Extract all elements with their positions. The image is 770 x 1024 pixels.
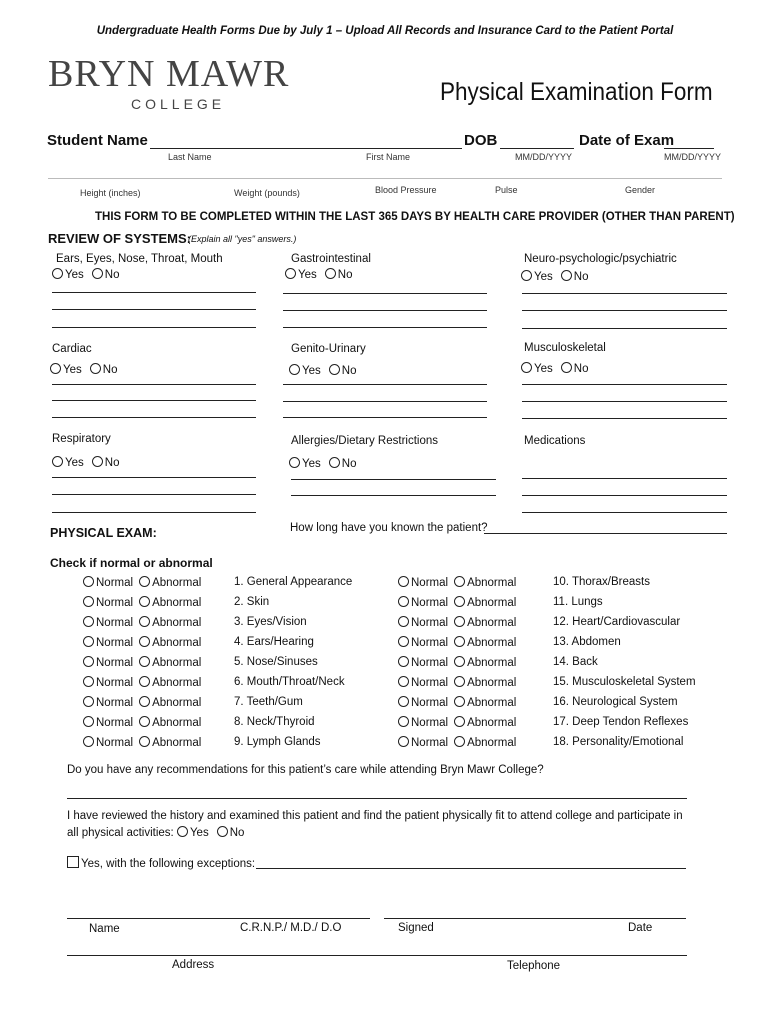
fit-no-radio[interactable]: [217, 826, 228, 837]
system-yes-radio[interactable]: [289, 457, 300, 468]
system-yes-radio[interactable]: [52, 268, 63, 279]
exam-item-label: 16. Neurological System: [553, 696, 678, 708]
yes-label: Yes: [302, 458, 321, 470]
explain-line[interactable]: [291, 495, 496, 496]
exam-format-caption: MM/DD/YYYY: [664, 152, 722, 162]
explain-line[interactable]: [291, 479, 496, 480]
abnormal-radio[interactable]: [454, 596, 465, 607]
system-yes-radio[interactable]: [285, 268, 296, 279]
fit-yes-radio[interactable]: [177, 826, 188, 837]
system-label: Neuro-psychologic/psychiatric: [524, 253, 677, 265]
deadline-banner: Undergraduate Health Forms Due by July 1 – Upload All Records and Insurance Card to the Patient Portal: [96, 25, 674, 37]
explain-line[interactable]: [522, 401, 727, 402]
abnormal-label: Abnormal: [152, 737, 202, 749]
exam-item-label: 12. Heart/Cardiovascular: [553, 616, 681, 628]
telephone-caption: Telephone: [507, 960, 561, 972]
exam-item-label: 2. Skin: [234, 596, 270, 608]
abnormal-radio[interactable]: [454, 576, 465, 587]
abnormal-radio[interactable]: [139, 736, 150, 747]
signed-date-field[interactable]: [384, 918, 686, 919]
weight-label: Weight (pounds): [234, 188, 300, 198]
vitals-top-rule: [48, 178, 722, 179]
normal-label: Normal: [411, 597, 449, 609]
explain-line[interactable]: [522, 384, 727, 385]
yes-label: Yes: [298, 269, 317, 281]
explain-line[interactable]: [52, 494, 256, 495]
medications-line[interactable]: [522, 495, 727, 496]
dob-label: DOB: [464, 132, 498, 149]
normal-label: Normal: [96, 737, 134, 749]
exam-item-label: 9. Lymph Glands: [234, 736, 321, 748]
explain-line[interactable]: [283, 384, 487, 385]
abnormal-label: Abnormal: [152, 717, 202, 729]
explain-line[interactable]: [52, 292, 256, 293]
reviewed-statement-end: all physical activities:: [67, 827, 174, 839]
explain-line[interactable]: [283, 293, 487, 294]
physical-exam-title: PHYSICAL EXAM:: [50, 526, 157, 540]
system-yes-radio[interactable]: [50, 363, 61, 374]
medications-line[interactable]: [522, 478, 727, 479]
abnormal-radio[interactable]: [139, 616, 150, 627]
abnormal-label: Abnormal: [467, 637, 517, 649]
normal-label: Normal: [96, 577, 134, 589]
exam-item-label: 4. Ears/Hearing: [234, 636, 314, 648]
exam-item-label: 14. Back: [553, 656, 598, 668]
normal-label: Normal: [411, 577, 449, 589]
exam-item-label: 5. Nose/Sinuses: [234, 656, 318, 668]
normal-radio[interactable]: [398, 736, 409, 747]
normal-label: Normal: [96, 677, 134, 689]
abnormal-radio[interactable]: [454, 696, 465, 707]
system-yes-radio[interactable]: [52, 456, 63, 467]
exam-item-label: 15. Musculoskeletal System: [553, 676, 696, 688]
pulse-label: Pulse: [495, 185, 518, 195]
normal-radio[interactable]: [398, 596, 409, 607]
normal-radio[interactable]: [398, 676, 409, 687]
normal-label: Normal: [411, 677, 449, 689]
abnormal-label: Abnormal: [467, 617, 517, 629]
normal-radio[interactable]: [398, 636, 409, 647]
recommend-question: Do you have any recommendations for this patient’s care while attending Bryn Mawr College?: [67, 764, 544, 776]
system-label: Ears, Eyes, Nose, Throat, Mouth: [56, 253, 223, 265]
form-title: Physical Examination Form: [440, 78, 713, 106]
signed-caption: Signed: [398, 922, 434, 934]
no-label: No: [573, 271, 589, 283]
exceptions-checkbox[interactable]: [67, 856, 79, 868]
no-label: No: [104, 457, 120, 469]
abnormal-radio[interactable]: [139, 576, 150, 587]
gender-label: Gender: [625, 185, 656, 195]
normal-radio[interactable]: [398, 616, 409, 627]
system-no-radio[interactable]: [92, 268, 103, 279]
normal-radio[interactable]: [83, 716, 94, 727]
abnormal-label: Abnormal: [467, 577, 517, 589]
normal-radio[interactable]: [83, 696, 94, 707]
system-label: Gastrointestinal: [291, 253, 371, 265]
normal-radio[interactable]: [398, 716, 409, 727]
normal-radio[interactable]: [83, 636, 94, 647]
explain-line[interactable]: [283, 310, 487, 311]
abnormal-radio[interactable]: [454, 676, 465, 687]
recommend-line[interactable]: [67, 798, 687, 799]
college-logo-sub: COLLEGE: [131, 96, 226, 112]
normal-radio[interactable]: [398, 576, 409, 587]
abnormal-label: Abnormal: [467, 737, 517, 749]
abnormal-label: Abnormal: [467, 697, 517, 709]
normal-label: Normal: [96, 657, 134, 669]
normal-label: Normal: [411, 637, 449, 649]
abnormal-radio[interactable]: [454, 616, 465, 627]
review-note: (Explain all "yes" answers.): [188, 234, 297, 244]
yes-label: Yes: [65, 269, 84, 281]
system-label: Musculoskeletal: [524, 342, 606, 354]
address-telephone-field[interactable]: [67, 955, 687, 956]
system-label: Genito-Urinary: [291, 343, 366, 355]
normal-label: Normal: [96, 637, 134, 649]
name-caption: Name: [89, 923, 120, 935]
college-logo-name: BRYN MAWR: [48, 53, 290, 95]
exam-item-label: 3. Eyes/Vision: [234, 616, 307, 628]
system-no-radio[interactable]: [92, 456, 103, 467]
no-label: No: [229, 827, 245, 839]
dob-field[interactable]: [500, 148, 574, 149]
reviewed-statement: I have reviewed the history and examined this patient and find the patient physically fit to attend college and participate in: [67, 810, 683, 822]
credentials-caption: C.R.N.P./ M.D./ D.O: [240, 922, 342, 934]
system-no-radio[interactable]: [90, 363, 101, 374]
abnormal-radio[interactable]: [454, 636, 465, 647]
exam-item-label: 7. Teeth/Gum: [234, 696, 303, 708]
explain-line[interactable]: [52, 512, 256, 513]
exam-item-label: 8. Neck/Thyroid: [234, 716, 315, 728]
system-no-radio[interactable]: [561, 362, 572, 373]
explain-line[interactable]: [52, 477, 256, 478]
yes-label: Yes: [302, 365, 321, 377]
exam-item-label: 13. Abdomen: [553, 636, 621, 648]
no-label: No: [341, 458, 357, 470]
date-caption: Date: [628, 922, 653, 934]
yes-label: Yes: [534, 271, 553, 283]
explain-line[interactable]: [283, 417, 487, 418]
yes-label: Yes: [63, 364, 82, 376]
exam-item-label: 6. Mouth/Throat/Neck: [234, 676, 345, 688]
system-no-radio[interactable]: [325, 268, 336, 279]
known-patient-question: How long have you known the patient?: [290, 522, 488, 534]
review-title: REVIEW OF SYSTEMS:: [48, 231, 192, 246]
exceptions-label: Yes, with the following exceptions:: [81, 858, 256, 870]
explain-line[interactable]: [522, 293, 727, 294]
abnormal-radio[interactable]: [139, 696, 150, 707]
normal-radio[interactable]: [83, 736, 94, 747]
abnormal-radio[interactable]: [454, 656, 465, 667]
abnormal-label: Abnormal: [467, 657, 517, 669]
abnormal-radio[interactable]: [139, 656, 150, 667]
abnormal-radio[interactable]: [139, 636, 150, 647]
explain-line[interactable]: [52, 400, 256, 401]
no-label: No: [102, 364, 118, 376]
normal-label: Normal: [96, 717, 134, 729]
abnormal-label: Abnormal: [152, 657, 202, 669]
first-name-caption: First Name: [366, 152, 411, 162]
height-label: Height (inches): [80, 188, 141, 198]
medications-line[interactable]: [522, 512, 727, 513]
normal-radio[interactable]: [83, 656, 94, 667]
abnormal-radio[interactable]: [454, 716, 465, 727]
system-label: Cardiac: [52, 343, 92, 355]
last-name-caption: Last Name: [168, 152, 212, 162]
name-credentials-field[interactable]: [67, 918, 370, 919]
abnormal-radio[interactable]: [139, 596, 150, 607]
normal-label: Normal: [411, 717, 449, 729]
exceptions-field[interactable]: [256, 868, 686, 869]
exam-item-label: 18. Personality/Emotional: [553, 736, 684, 748]
abnormal-label: Abnormal: [467, 677, 517, 689]
abnormal-label: Abnormal: [152, 637, 202, 649]
abnormal-radio[interactable]: [139, 716, 150, 727]
known-patient-field[interactable]: [484, 533, 727, 534]
no-label: No: [104, 269, 120, 281]
medications-label: Medications: [524, 435, 586, 447]
no-label: No: [341, 365, 357, 377]
exam-item-label: 11. Lungs: [553, 596, 603, 608]
abnormal-radio[interactable]: [454, 736, 465, 747]
student-name-label: Student Name: [47, 132, 148, 149]
no-label: No: [337, 269, 353, 281]
abnormal-label: Abnormal: [152, 697, 202, 709]
abnormal-label: Abnormal: [467, 717, 517, 729]
normal-label: Normal: [411, 737, 449, 749]
abnormal-label: Abnormal: [152, 677, 202, 689]
explain-line[interactable]: [283, 327, 487, 328]
explain-line[interactable]: [522, 418, 727, 419]
normal-radio[interactable]: [83, 596, 94, 607]
normal-radio[interactable]: [83, 676, 94, 687]
address-caption: Address: [172, 959, 215, 971]
system-no-radio[interactable]: [329, 457, 340, 468]
explain-line[interactable]: [522, 310, 727, 311]
check-title: Check if normal or abnormal: [50, 556, 213, 570]
system-yes-radio[interactable]: [521, 270, 532, 281]
student-name-field[interactable]: [150, 148, 462, 149]
explain-line[interactable]: [52, 309, 256, 310]
normal-label: Normal: [96, 617, 134, 629]
explain-line[interactable]: [522, 328, 727, 329]
normal-radio[interactable]: [398, 696, 409, 707]
abnormal-label: Abnormal: [152, 577, 202, 589]
system-yes-radio[interactable]: [289, 364, 300, 375]
normal-label: Normal: [411, 697, 449, 709]
abnormal-label: Abnormal: [152, 617, 202, 629]
explain-line[interactable]: [283, 401, 487, 402]
abnormal-label: Abnormal: [152, 597, 202, 609]
system-yes-radio[interactable]: [521, 362, 532, 373]
system-label: Respiratory: [52, 433, 111, 445]
no-label: No: [573, 363, 589, 375]
yes-label: Yes: [189, 827, 209, 839]
exam-item-label: 10. Thorax/Breasts: [553, 576, 650, 588]
normal-label: Normal: [411, 617, 449, 629]
explain-line[interactable]: [52, 327, 256, 328]
normal-label: Normal: [411, 657, 449, 669]
normal-radio[interactable]: [83, 576, 94, 587]
blood-pressure-label: Blood Pressure: [375, 185, 437, 195]
abnormal-radio[interactable]: [139, 676, 150, 687]
normal-label: Normal: [96, 697, 134, 709]
normal-radio[interactable]: [398, 656, 409, 667]
instruction-text: THIS FORM TO BE COMPLETED WITHIN THE LAST 365 DAYS BY HEALTH CARE PROVIDER (OTHER THAN PARENT): [95, 211, 735, 223]
system-no-radio[interactable]: [561, 270, 572, 281]
exam-item-label: 17. Deep Tendon Reflexes: [553, 716, 689, 728]
system-label: Allergies/Dietary Restrictions: [291, 435, 438, 447]
yes-label: Yes: [65, 457, 84, 469]
normal-radio[interactable]: [83, 616, 94, 627]
explain-line[interactable]: [52, 417, 256, 418]
dob-format-caption: MM/DD/YYYY: [515, 152, 573, 162]
abnormal-label: Abnormal: [467, 597, 517, 609]
exam-date-label: Date of Exam: [579, 132, 675, 149]
explain-line[interactable]: [52, 384, 256, 385]
system-no-radio[interactable]: [329, 364, 340, 375]
exam-date-field[interactable]: [664, 148, 714, 149]
yes-label: Yes: [534, 363, 553, 375]
exam-item-label: 1. General Appearance: [234, 576, 353, 588]
normal-label: Normal: [96, 597, 134, 609]
